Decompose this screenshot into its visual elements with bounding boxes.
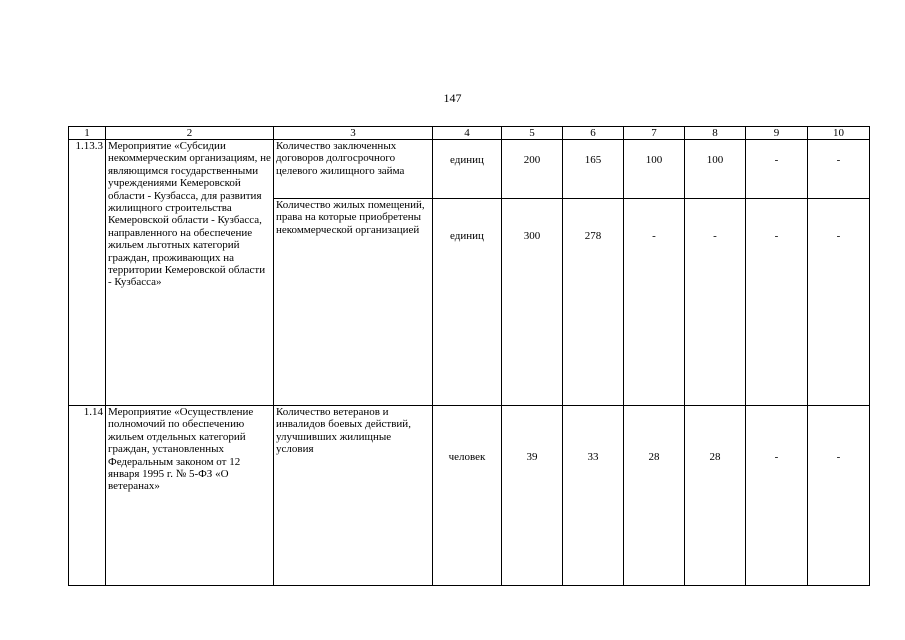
value-cell: 39 bbox=[502, 406, 563, 586]
indicators-table bbox=[68, 126, 870, 586]
col-header: 7 bbox=[624, 127, 685, 140]
value-cell: 28 bbox=[624, 406, 685, 586]
value-cell: 28 bbox=[685, 406, 746, 586]
unit-cell: человек bbox=[433, 406, 502, 586]
header-row bbox=[69, 127, 870, 140]
value-cell: 278 bbox=[563, 199, 624, 406]
col-header: 10 bbox=[808, 127, 870, 140]
value-cell: 100 bbox=[624, 140, 685, 199]
measure-name: Мероприятие «Осуществление полномочий по обеспечению жильем отдельных категорий граждан, установленных Федеральным законом от 12 января 1995 г. № 5-ФЗ «О ветеранах» bbox=[106, 406, 274, 586]
unit-cell: единиц bbox=[433, 140, 502, 199]
measure-name: Мероприятие «Субсидии некоммерческим организациям, не являющимся государственными учреждениями Кемеровской области - Кузбасса, для развития жилищного строительства Кемеровской области - Кузбасса, направленного на обеспечение жильем льготных категорий граждан, проживающих на территории Кемеровской области - Кузбасса» bbox=[106, 140, 274, 406]
value-cell: - bbox=[746, 199, 808, 406]
value-cell: 33 bbox=[563, 406, 624, 586]
col-header: 2 bbox=[106, 127, 274, 140]
col-header: 4 bbox=[433, 127, 502, 140]
value-cell: - bbox=[808, 140, 870, 199]
value-cell: - bbox=[808, 406, 870, 586]
value-cell: - bbox=[685, 199, 746, 406]
value-cell: 100 bbox=[685, 140, 746, 199]
page-number: 147 bbox=[443, 91, 462, 105]
value-cell: 300 bbox=[502, 199, 563, 406]
row-id: 1.14 bbox=[69, 406, 106, 586]
row-id: 1.13.3 bbox=[69, 140, 106, 406]
col-header: 1 bbox=[69, 127, 106, 140]
indicator-name: Количество заключенных договоров долгосрочного целевого жилищного займа bbox=[274, 140, 433, 199]
value-cell: - bbox=[746, 406, 808, 586]
col-header: 3 bbox=[274, 127, 433, 140]
col-header: 5 bbox=[502, 127, 563, 140]
table-row bbox=[69, 406, 870, 586]
col-header: 6 bbox=[563, 127, 624, 140]
indicator-name: Количество ветеранов и инвалидов боевых действий, улучшивших жилищные условия bbox=[274, 406, 433, 586]
value-cell: - bbox=[746, 140, 808, 199]
value-cell: - bbox=[624, 199, 685, 406]
value-cell: 200 bbox=[502, 140, 563, 199]
indicator-name: Количество жилых помещений, права на которые приобретены некоммерческой организацией bbox=[274, 199, 433, 406]
table-row bbox=[69, 140, 870, 199]
value-cell: - bbox=[808, 199, 870, 406]
col-header: 8 bbox=[685, 127, 746, 140]
unit-cell: единиц bbox=[433, 199, 502, 406]
value-cell: 165 bbox=[563, 140, 624, 199]
col-header: 9 bbox=[746, 127, 808, 140]
